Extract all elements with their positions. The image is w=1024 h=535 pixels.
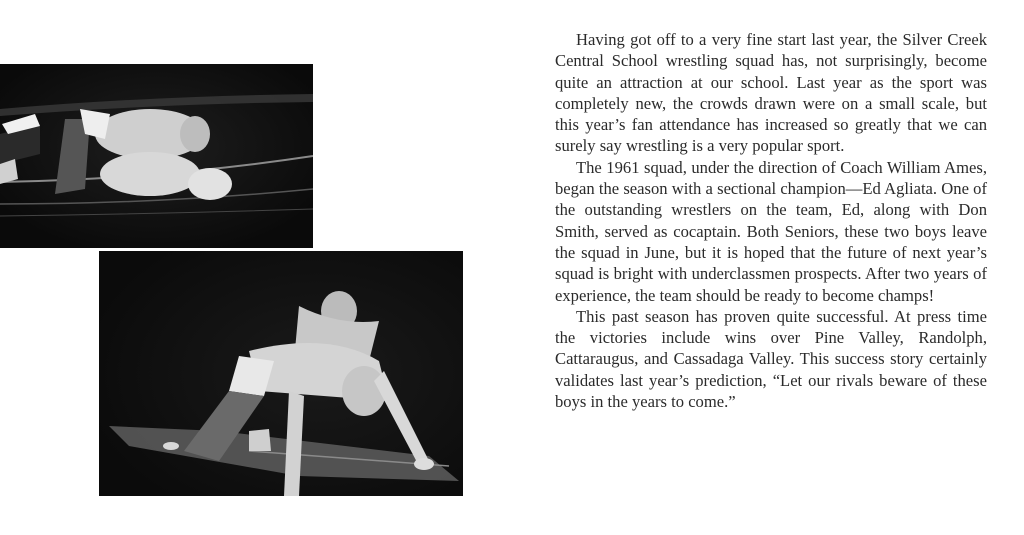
wrestling-photo-top-image [0,64,313,248]
article-paragraph: This past season has proven quite successful. At press time the victories include wins over Pine Valley, Randolph, Cattaraugus, and Cassadaga Valley. This success story certainly validates last year’s prediction, “Let our rivals beware of these boys in the years to come.” [555,306,987,412]
wrestling-photo-top [0,64,313,248]
article-paragraph: The 1961 squad, under the direction of Coach William Ames, began the season with a sectional champion—Ed Agliata. One of the outstanding wrestlers on the team, Ed, along with Don Smith, served as cocaptain. Both Seniors, these two boys leave the squad in June, but it is hoped that the future of next year’s squad is bright with underclassmen prospects. After two years of experience, the team should be ready to become champs! [555,157,987,305]
wrestling-photo-bottom [99,251,463,496]
wrestling-photo-bottom-image [99,251,463,496]
article-paragraph: Having got off to a very fine start last year, the Silver Creek Central School wrestling squad has, not surprisingly, become quite an attraction at our school. Last year as the sport was completely new, the crowds drawn were on a small scale, but this year’s fan attendance has increased so greatly that we can surely say wrestling is a very popular sport. [555,30,987,156]
article-text [555,29,987,412]
